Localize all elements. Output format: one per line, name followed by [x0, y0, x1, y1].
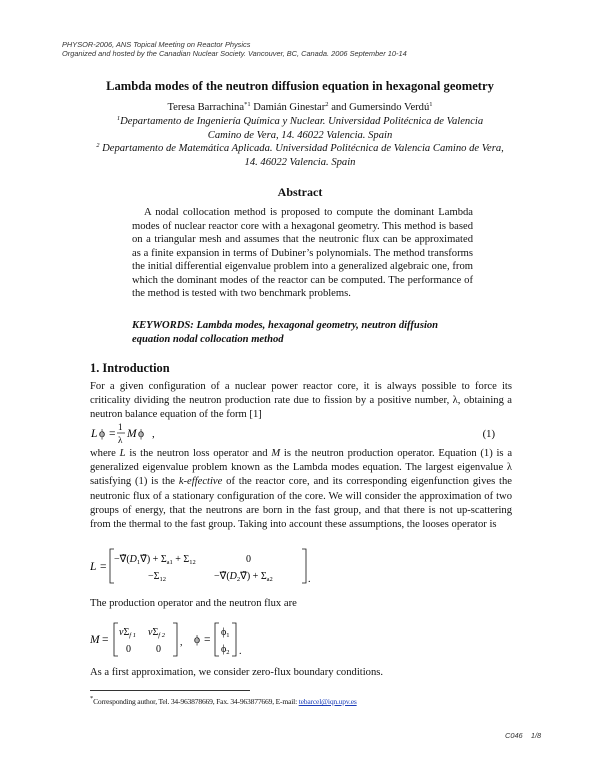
footnote-email-link[interactable]: tebarcel@iqn.upv.es [298, 697, 357, 706]
running-header-line1: PHYSOR-2006, ANS Topical Meeting on Reactor Physics [62, 40, 251, 49]
p2-text-c: is the neutron production operator. Equation (1) is a generalized eigenvalue problem known as the Lambda modes equation. The largest eigenvalue λ satisfying (1) is the [90, 448, 513, 488]
page-footer [505, 731, 541, 740]
author-2-mark: 2 [325, 101, 329, 108]
author-3: and Gumersindo Verdú [328, 102, 430, 113]
eq1-comma: , [152, 428, 155, 440]
eq1-numerator: 1 [118, 422, 123, 432]
loss-operator-equation [90, 546, 330, 586]
footnote [90, 697, 357, 706]
loss-a21: $-\Sigma_{12}$ [148, 571, 166, 583]
prod-right-bracket [173, 623, 177, 656]
page-number: 1/8 [530, 731, 542, 740]
loss-period: . [308, 574, 311, 585]
affiliation-1-mark: 1 [116, 115, 121, 122]
affiliation-1-text: Departamento de Ingeniería Química y Nuclear. Universidad Politécnica de Valencia Camino de Vera, 14. 46022 Valencia. Spain [120, 116, 484, 141]
eq1-denominator: λ [118, 435, 123, 445]
p2-text-d: of the reactor core, and its corresponding eigenfunction gives the neutronic flux of a stationary configuration of the core. We will consider the approximation of two groups of energy, that the neutrons are born in the fast group, and that there is not up-scattering from the thermal to the fast group. Taking into account these assumptions, the looses operator is [90, 476, 512, 531]
section-heading: 1. Introduction [90, 361, 170, 375]
keywords: KEYWORDS: Lambda modes, hexagonal geometry, neutron diffusion equation nodal collocation method [132, 320, 439, 345]
abstract-heading: Abstract [277, 185, 323, 199]
affiliation-1 [104, 115, 496, 143]
loss-right-bracket [302, 549, 306, 583]
prod-m22: 0 [156, 644, 161, 655]
author-line [70, 101, 530, 115]
flux-equals: = [204, 634, 211, 646]
flux-phi: ϕ [194, 634, 201, 646]
eq1-phi: ϕ [99, 428, 106, 440]
p2-text-a: where [90, 448, 120, 459]
p2-keff: k-effective [178, 476, 223, 488]
production-flux-equation [90, 620, 330, 660]
author-1-mark: *1 [244, 101, 251, 108]
flux-left-bracket [215, 623, 219, 656]
flux-period: . [239, 646, 242, 657]
footnote-mark: * [90, 695, 94, 702]
loss-a12: 0 [246, 554, 251, 565]
prod-m11: $\nu\Sigma_{f 1}$ [119, 627, 136, 639]
eq1-lhs: L [91, 428, 98, 440]
loss-a22: $-\nablã(D_2\nablã) + \Sigma_{a2}$ [214, 571, 273, 583]
prod-left-bracket [114, 623, 118, 656]
eq1-phi-2: ϕ [138, 428, 145, 440]
prod-equals: = [102, 634, 109, 646]
paper-title: Lambda modes of the neutron diffusion equation in hexagonal geometry [106, 79, 494, 93]
affiliation-2-mark: 2 [96, 142, 100, 149]
p2-text-b: is the neutron loss operator and [125, 448, 272, 459]
author-2: Damián Ginestar [250, 102, 326, 113]
prod-m21: 0 [126, 644, 131, 655]
loss-a11: $-\nablã(D_1\nablã) + \Sigma_{a1} + \Sigma_{12}$ [114, 554, 196, 566]
eq1-M: M [127, 428, 137, 440]
prod-M: M [90, 634, 100, 646]
intro-paragraph-2 [90, 447, 512, 532]
author-3-mark: 1 [429, 101, 433, 108]
loss-L: L [90, 561, 97, 573]
intro-paragraph-1: For a given configuration of a nuclear power reactor core, it is always possible to force its criticality dividing the neutron production rate due to fission by a positive number, λ, obtaining a neutron balance equation of the form [1] [90, 381, 512, 421]
abstract-text: A nodal collocation method is proposed to compute the dominant Lambda modes of nuclear reactor core with a hexagonal geometry. This method is based on a triangular mesh and assumes that the neutronic flux can be approximated as a finite expansion in terms of Dubiner’s polynomials. The method transforms the initial differential eigenvalue problem into a generalized algebraic one, from which the dominant modes of the reactor can be computed. The performance of the method is tested with two benchmark problems. [132, 207, 473, 299]
paper-code: C046 [505, 731, 523, 740]
p2-symbol-M: M [271, 448, 281, 459]
affiliation-2-text: Departamento de Matemática Aplicada. Universidad Politécnica de Valencia Camino de Vera, 14. 46022 Valencia. Spain [99, 143, 504, 168]
intro-paragraph-4: As a first approximation, we consider zero-flux boundary conditions. [90, 667, 384, 678]
affiliation-2 [92, 142, 508, 170]
eq1-number: (1) [482, 429, 495, 440]
flux-phi2: $\phi_2$ [221, 644, 230, 656]
running-header-line2: Organized and hosted by the Canadian Nuclear Society. Vancouver, BC, Canada. 2006 September 10-14 [62, 49, 407, 58]
loss-equals: = [100, 561, 107, 573]
flux-phi1: $\phi_1$ [221, 627, 230, 639]
footnote-rule [90, 690, 250, 691]
prod-comma: , [180, 637, 183, 648]
flux-right-bracket [232, 623, 236, 656]
equation-1 [90, 421, 512, 447]
prod-m12: $\nu\Sigma_{f 2}$ [148, 627, 165, 639]
eq1-equals: = [109, 428, 116, 440]
intro-paragraph-3: The production operator and the neutron flux are [90, 598, 297, 609]
footnote-text: Corresponding author, Tel. 34-963878669, Fax. 34-963877669, E-mail: [93, 697, 299, 706]
p2-symbol-L: L [119, 448, 126, 459]
author-1: Teresa Barrachina [167, 102, 245, 113]
